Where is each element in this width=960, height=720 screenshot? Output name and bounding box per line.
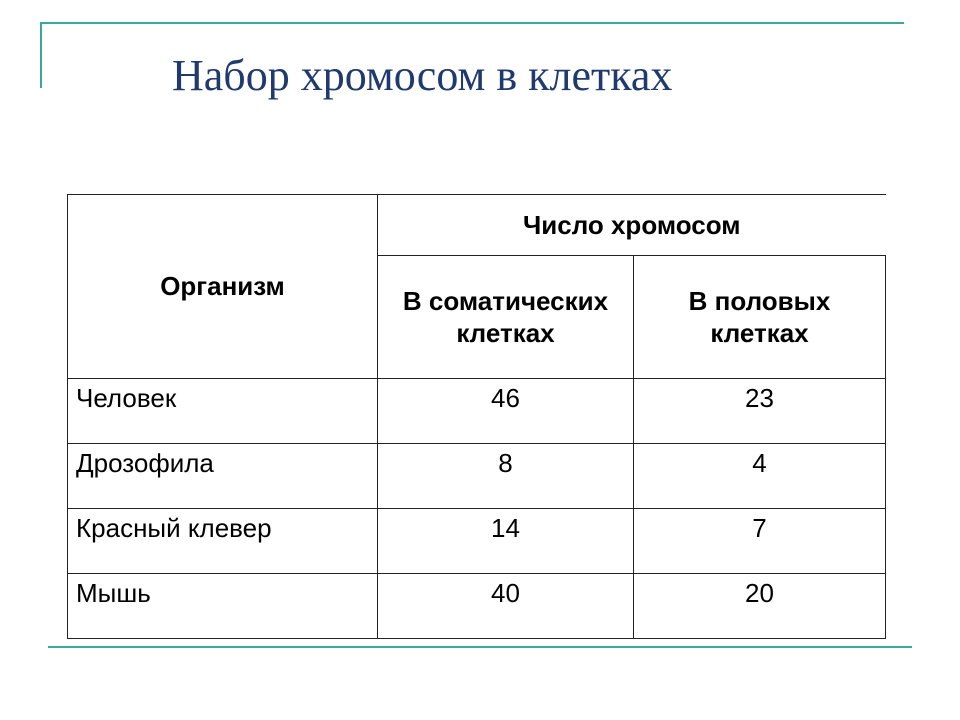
somatic-count-cell: 40	[378, 574, 634, 639]
organism-cell: Мышь	[68, 574, 378, 639]
table-row	[68, 379, 886, 444]
somatic-count-cell: 14	[378, 509, 634, 574]
left-rule	[40, 22, 42, 88]
table-row	[68, 574, 886, 639]
header-sex-cells: В половых клетках	[634, 256, 886, 379]
sex-count-cell: 20	[634, 574, 886, 639]
organism-cell: Человек	[68, 379, 378, 444]
header-chromosome-count: Число хромосом	[378, 195, 886, 256]
sex-count-cell: 7	[634, 509, 886, 574]
slide-title: Набор хромосом в клетках	[172, 51, 673, 100]
table-row	[68, 509, 886, 574]
somatic-count-cell: 46	[378, 379, 634, 444]
sex-count-cell: 4	[634, 444, 886, 509]
sex-count-cell: 23	[634, 379, 886, 444]
somatic-count-cell: 8	[378, 444, 634, 509]
header-somatic: В соматических клетках	[378, 256, 634, 379]
table-row	[68, 444, 886, 509]
bottom-rule	[48, 646, 912, 648]
header-organism: Организм	[68, 195, 378, 379]
chromosome-table	[67, 194, 886, 639]
organism-cell: Красный клевер	[68, 509, 378, 574]
top-rule	[40, 22, 904, 24]
organism-cell: Дрозофила	[68, 444, 378, 509]
